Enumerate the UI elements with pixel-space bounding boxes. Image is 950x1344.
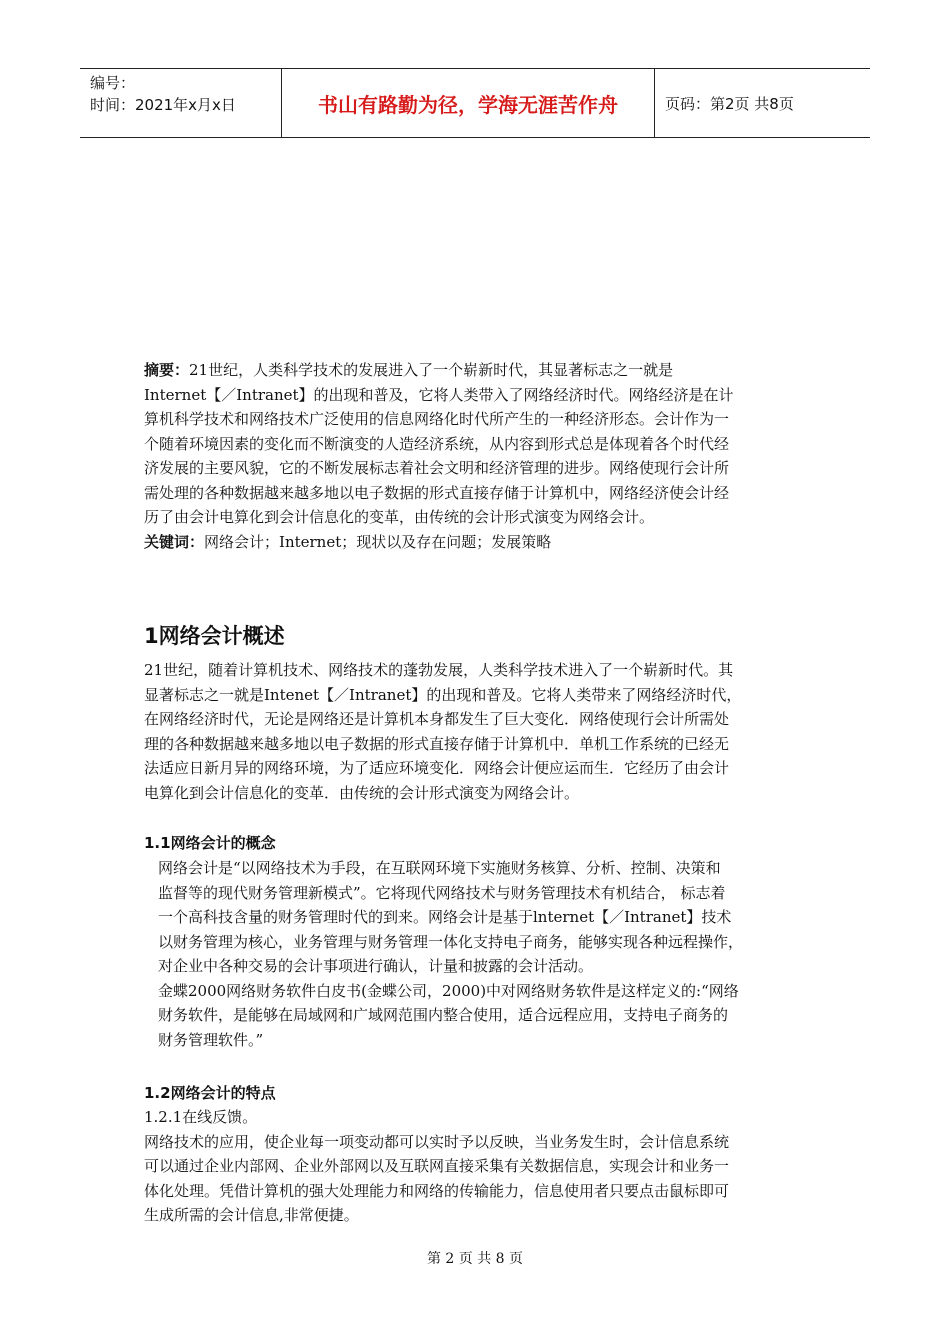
number-label: 编号： bbox=[90, 74, 136, 92]
paragraph-line: 金蝶2000网络财务软件白皮书(金蝶公司，2000)中对网络财务软件是这样定义的:“网络 bbox=[158, 981, 739, 1000]
abstract-line: 算机科学技术和网络技术广泛使用的信息网络化时代所产生的一种经济形态。会计作为一 bbox=[144, 410, 730, 428]
paragraph-line: 法适应日新月异的网络环境，为了适应环境变化．网络会计便应运而生．它经历了由会计 bbox=[144, 759, 730, 777]
section-1-2-title: 1.2网络会计的特点 bbox=[144, 1084, 276, 1102]
paragraph-line: 监督等的现代财务管理新模式”。它将现代网络技术与财务管理技术有机结合， 标志着 bbox=[158, 883, 726, 902]
paragraph-line: 网络技术的应用，使企业每一项变动都可以实时予以反映，当业务发生时，会计信息系统 bbox=[144, 1132, 730, 1151]
date-label: 时间：2021年x月x日 bbox=[90, 96, 236, 114]
section-1-2-body bbox=[144, 1105, 809, 1228]
section-1-1-body bbox=[158, 856, 808, 1052]
section-1-body bbox=[144, 658, 809, 805]
header-page-info: 页码：第2页 共8页 bbox=[665, 94, 794, 113]
abstract-line: Internet【／Intranet】的出现和普及，它将人类带入了网络经济时代。网络经济是在计 bbox=[144, 385, 734, 404]
section-1-1-title: 1.1网络会计的概念 bbox=[144, 834, 276, 852]
paragraph-line: 一个高科技含量的财务管理时代的到来。网络会计是基于lnternet【／Intranet】技术 bbox=[158, 908, 732, 926]
paragraph-line: 财务软件，是能够在局域网和广域网范围内整合使用，适合远程应用，支持电子商务的 bbox=[158, 1006, 729, 1024]
subsection-title: 1.2.1在线反馈。 bbox=[144, 1108, 258, 1126]
keywords-label: 关键词： bbox=[144, 532, 205, 551]
keywords-text: 网络会计；Internet；现状以及存在问题；发展策略 bbox=[204, 532, 552, 551]
paragraph-line: 可以通过企业内部网、企业外部网以及互联网直接采集有关数据信息，实现会计和业务一 bbox=[144, 1157, 730, 1175]
paragraph-line: 电算化到会计信息化的变革．由传统的会计形式演变为网络会计。 bbox=[144, 783, 580, 802]
abstract-line: 需处理的各种数据越来越多地以电子数据的形式直接存储于计算机中，网络经济使会计经 bbox=[144, 483, 730, 502]
paragraph-line: 21世纪，随着计算机技术、网络技术的蓬勃发展，人类科学技术进入了一个崭新时代。其 bbox=[144, 661, 734, 679]
keywords bbox=[144, 530, 809, 555]
abstract-line: 济发展的主要风貌，它的不断发展标志着社会文明和经济管理的进步。网络使现行会计所 bbox=[144, 459, 730, 477]
page-header bbox=[80, 68, 870, 138]
header-motto: 书山有路勤为径，学海无涯苦作舟 bbox=[282, 69, 655, 137]
paragraph-line: 理的各种数据越来越多地以电子数据的形式直接存储于计算机中．单机工作系统的已经无 bbox=[144, 734, 730, 753]
page-footer: 第 2 页 共 8 页 bbox=[426, 1251, 524, 1267]
paragraph-line: 生成所需的会计信息,非常便捷。 bbox=[144, 1206, 359, 1224]
abstract-line: 个随着环境因素的变化而不断演变的人造经济系统，从内容到形式总是体现着各个时代经 bbox=[144, 434, 730, 453]
abstract-label: 摘要： bbox=[144, 361, 190, 379]
abstract-line: 历了由会计电算化到会计信息化的变革，由传统的会计形式演变为网络会计。 bbox=[144, 508, 655, 526]
paragraph-line: 以财务管理为核心，业务管理与财务管理一体化支持电子商务，能够实现各种远程操作， bbox=[158, 932, 744, 951]
paragraph-line: 对企业中各种交易的会计事项进行确认，计量和披露的会计活动。 bbox=[158, 957, 594, 975]
paragraph-line: 体化处理。凭借计算机的强大处理能力和网络的传输能力，信息使用者只要点击鼠标即可 bbox=[144, 1181, 730, 1200]
paragraph-line: 显著标志之一就是Intenet【／Intranet】的出现和普及。它将人类带来了网络经济时代， bbox=[144, 685, 742, 704]
header-meta bbox=[80, 69, 282, 137]
paragraph-line: 网络会计是“以网络技术为手段，在互联网环境下实施财务核算、分析、控制、决策和 bbox=[158, 859, 721, 877]
paragraph-line: 在网络经济时代，无论是网络还是计算机本身都发生了巨大变化．网络使现行会计所需处 bbox=[144, 710, 730, 728]
abstract bbox=[144, 358, 809, 554]
paragraph-line: 财务管理软件。” bbox=[158, 1030, 264, 1049]
abstract-line: 21世纪，人类科学技术的发展进入了一个崭新时代，其显著标志之一就是 bbox=[189, 361, 674, 379]
section-1-title: 1网络会计概述 bbox=[144, 624, 285, 648]
